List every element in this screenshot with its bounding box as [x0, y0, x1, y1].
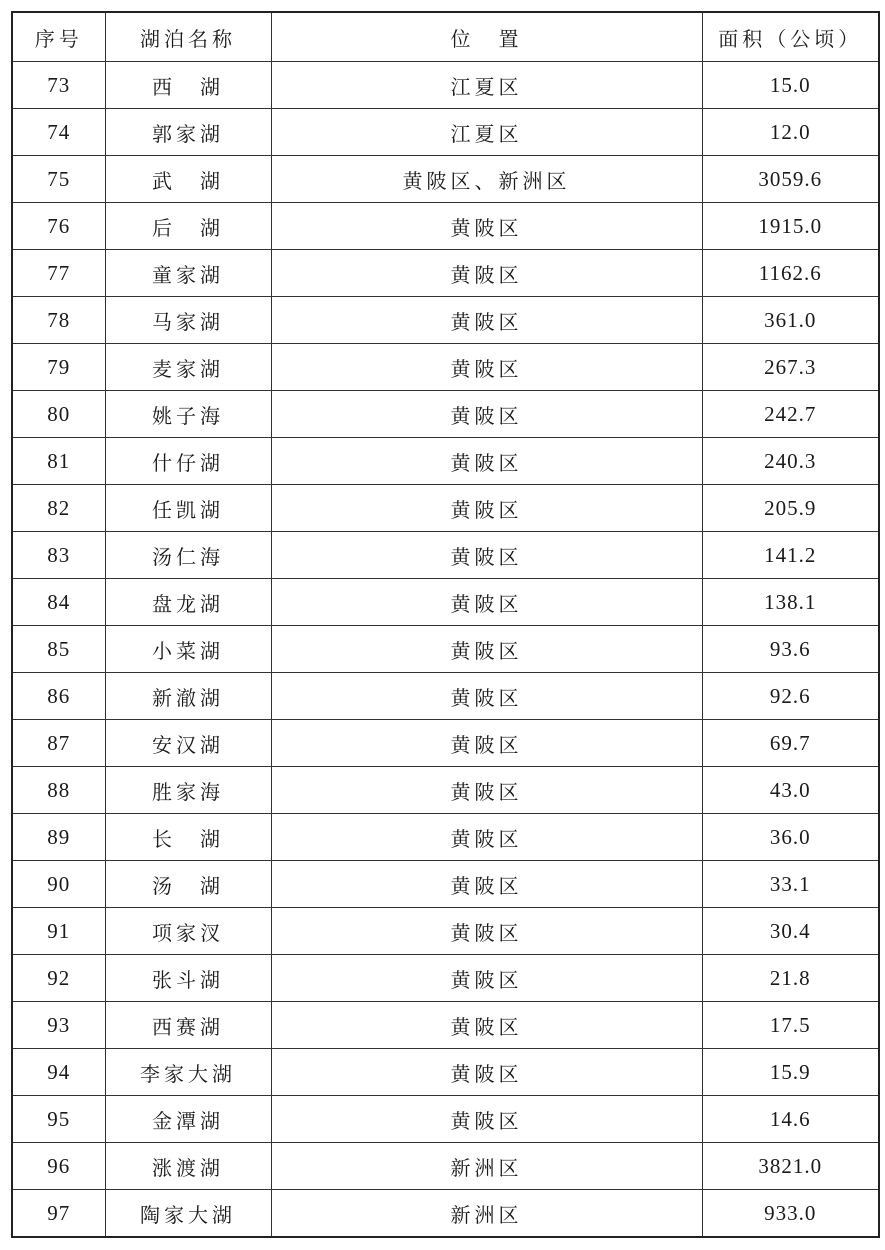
table-row — [12, 250, 879, 297]
row-lake-name-cell: 后 湖 — [105, 203, 271, 250]
row-location-cell: 黄陂区 — [271, 673, 702, 720]
table-row — [12, 485, 879, 532]
row-location-cell: 黄陂区 — [271, 391, 702, 438]
row-area-cell: 33.1 — [702, 861, 879, 908]
row-index-cell: 78 — [12, 297, 105, 344]
row-area-cell: 43.0 — [702, 767, 879, 814]
row-lake-name-cell: 西 湖 — [105, 62, 271, 109]
row-index-cell: 82 — [12, 485, 105, 532]
row-lake-name-cell: 新澈湖 — [105, 673, 271, 720]
row-index-cell: 83 — [12, 532, 105, 579]
table-row — [12, 344, 879, 391]
row-index-cell: 81 — [12, 438, 105, 485]
row-lake-name-cell: 童家湖 — [105, 250, 271, 297]
row-area-cell: 30.4 — [702, 908, 879, 955]
row-index-cell: 75 — [12, 156, 105, 203]
row-lake-name-cell: 什仔湖 — [105, 438, 271, 485]
row-location-cell: 黄陂区 — [271, 861, 702, 908]
table-row — [12, 955, 879, 1002]
row-area-cell: 17.5 — [702, 1002, 879, 1049]
table-row — [12, 626, 879, 673]
table-row — [12, 532, 879, 579]
row-location-cell: 江夏区 — [271, 62, 702, 109]
row-area-cell: 93.6 — [702, 626, 879, 673]
row-location-cell: 新洲区 — [271, 1190, 702, 1238]
table-row — [12, 1143, 879, 1190]
row-area-cell: 14.6 — [702, 1096, 879, 1143]
table-row — [12, 579, 879, 626]
table-body — [12, 62, 879, 1238]
row-lake-name-cell: 涨渡湖 — [105, 1143, 271, 1190]
table-row — [12, 1096, 879, 1143]
row-lake-name-cell: 张斗湖 — [105, 955, 271, 1002]
row-location-cell: 黄陂区 — [271, 814, 702, 861]
row-index-cell: 87 — [12, 720, 105, 767]
row-lake-name-cell: 汤仁海 — [105, 532, 271, 579]
row-lake-name-cell: 盘龙湖 — [105, 579, 271, 626]
row-area-cell: 141.2 — [702, 532, 879, 579]
table-row — [12, 1049, 879, 1096]
row-lake-name-cell: 李家大湖 — [105, 1049, 271, 1096]
header-location: 位 置 — [271, 12, 702, 62]
table-row — [12, 297, 879, 344]
row-location-cell: 黄陂区 — [271, 626, 702, 673]
row-area-cell: 12.0 — [702, 109, 879, 156]
row-area-cell: 15.9 — [702, 1049, 879, 1096]
row-lake-name-cell: 任凯湖 — [105, 485, 271, 532]
row-location-cell: 黄陂区 — [271, 767, 702, 814]
row-index-cell: 76 — [12, 203, 105, 250]
row-index-cell: 85 — [12, 626, 105, 673]
row-index-cell: 92 — [12, 955, 105, 1002]
row-location-cell: 黄陂区 — [271, 297, 702, 344]
table-row — [12, 861, 879, 908]
table-row — [12, 1190, 879, 1238]
row-index-cell: 86 — [12, 673, 105, 720]
row-lake-name-cell: 汤 湖 — [105, 861, 271, 908]
table-row — [12, 673, 879, 720]
row-area-cell: 240.3 — [702, 438, 879, 485]
row-location-cell: 黄陂区 — [271, 438, 702, 485]
row-index-cell: 90 — [12, 861, 105, 908]
row-location-cell: 黄陂区 — [271, 908, 702, 955]
row-area-cell: 92.6 — [702, 673, 879, 720]
row-index-cell: 97 — [12, 1190, 105, 1238]
table-row — [12, 62, 879, 109]
row-index-cell: 94 — [12, 1049, 105, 1096]
row-lake-name-cell: 胜家海 — [105, 767, 271, 814]
row-area-cell: 15.0 — [702, 62, 879, 109]
row-lake-name-cell: 姚子海 — [105, 391, 271, 438]
header-row — [12, 12, 879, 62]
table-row — [12, 203, 879, 250]
row-lake-name-cell: 麦家湖 — [105, 344, 271, 391]
row-area-cell: 69.7 — [702, 720, 879, 767]
row-area-cell: 267.3 — [702, 344, 879, 391]
row-index-cell: 73 — [12, 62, 105, 109]
row-location-cell: 黄陂区 — [271, 1096, 702, 1143]
table-row — [12, 814, 879, 861]
row-index-cell: 95 — [12, 1096, 105, 1143]
row-index-cell: 74 — [12, 109, 105, 156]
table-row — [12, 1002, 879, 1049]
row-index-cell: 91 — [12, 908, 105, 955]
row-location-cell: 黄陂区 — [271, 532, 702, 579]
row-lake-name-cell: 长 湖 — [105, 814, 271, 861]
row-area-cell: 3821.0 — [702, 1143, 879, 1190]
row-location-cell: 黄陂区 — [271, 720, 702, 767]
row-area-cell: 21.8 — [702, 955, 879, 1002]
row-area-cell: 361.0 — [702, 297, 879, 344]
table-header — [12, 12, 879, 62]
row-index-cell: 93 — [12, 1002, 105, 1049]
row-location-cell: 黄陂区 — [271, 203, 702, 250]
row-area-cell: 3059.6 — [702, 156, 879, 203]
row-index-cell: 79 — [12, 344, 105, 391]
row-location-cell: 黄陂区 — [271, 579, 702, 626]
row-index-cell: 96 — [12, 1143, 105, 1190]
row-area-cell: 1162.6 — [702, 250, 879, 297]
table-row — [12, 438, 879, 485]
row-lake-name-cell: 马家湖 — [105, 297, 271, 344]
table-row — [12, 908, 879, 955]
row-location-cell: 黄陂区 — [271, 485, 702, 532]
row-area-cell: 138.1 — [702, 579, 879, 626]
lake-table — [11, 11, 880, 1238]
row-index-cell: 80 — [12, 391, 105, 438]
row-area-cell: 36.0 — [702, 814, 879, 861]
table-row — [12, 391, 879, 438]
header-index: 序号 — [12, 12, 105, 62]
table-row — [12, 767, 879, 814]
row-area-cell: 242.7 — [702, 391, 879, 438]
header-area: 面积（公顷） — [702, 12, 879, 62]
row-index-cell: 84 — [12, 579, 105, 626]
row-lake-name-cell: 金潭湖 — [105, 1096, 271, 1143]
row-lake-name-cell: 西赛湖 — [105, 1002, 271, 1049]
row-index-cell: 77 — [12, 250, 105, 297]
row-area-cell: 205.9 — [702, 485, 879, 532]
row-location-cell: 黄陂区 — [271, 250, 702, 297]
row-location-cell: 黄陂区 — [271, 344, 702, 391]
row-lake-name-cell: 武 湖 — [105, 156, 271, 203]
row-location-cell: 新洲区 — [271, 1143, 702, 1190]
row-location-cell: 黄陂区 — [271, 1002, 702, 1049]
row-lake-name-cell: 安汉湖 — [105, 720, 271, 767]
row-lake-name-cell: 项家汊 — [105, 908, 271, 955]
row-location-cell: 江夏区 — [271, 109, 702, 156]
table-row — [12, 156, 879, 203]
row-area-cell: 933.0 — [702, 1190, 879, 1238]
header-name: 湖泊名称 — [105, 12, 271, 62]
table-row — [12, 720, 879, 767]
row-index-cell: 88 — [12, 767, 105, 814]
table-row — [12, 109, 879, 156]
row-location-cell: 黄陂区 — [271, 955, 702, 1002]
row-lake-name-cell: 小菜湖 — [105, 626, 271, 673]
row-location-cell: 黄陂区、新洲区 — [271, 156, 702, 203]
row-location-cell: 黄陂区 — [271, 1049, 702, 1096]
row-area-cell: 1915.0 — [702, 203, 879, 250]
row-lake-name-cell: 郭家湖 — [105, 109, 271, 156]
row-index-cell: 89 — [12, 814, 105, 861]
row-lake-name-cell: 陶家大湖 — [105, 1190, 271, 1238]
